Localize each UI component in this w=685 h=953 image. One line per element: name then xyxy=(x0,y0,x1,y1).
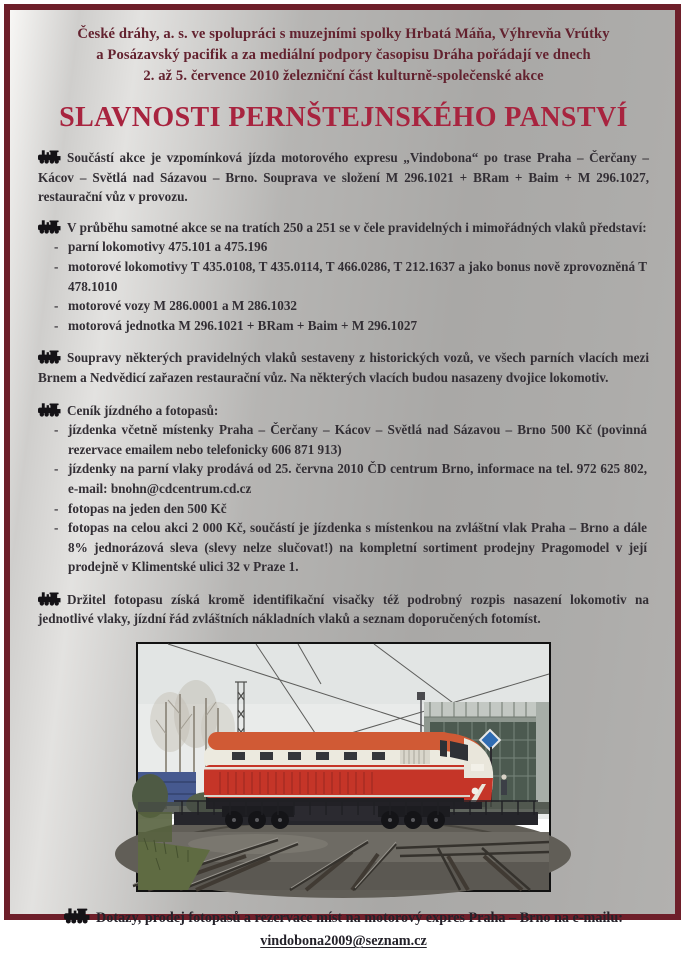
header-line-2: a Posázavský pacifik a za mediální podpory časopisu Dráha pořádají ve dnech xyxy=(96,47,591,63)
list-item xyxy=(38,499,649,519)
steam-locomotive-icon xyxy=(38,220,61,234)
paragraph-text: Soupravy některých pravidelných vlaků sestaveny z historických vozů, ve všech parních vlacích mezi Brnem a Nedvědicí zařazen restaurační vůz. Na některých vlacích budou nasazeny dvojice lokomotiv. xyxy=(38,350,649,385)
red-diesel-locomotive-photo xyxy=(136,642,551,892)
footer-contact xyxy=(38,907,649,953)
paragraph-text: V průběhu samotné akce se na tratích 250 a 251 se v čele pravidelných i mimořádných vlaků představí: xyxy=(67,219,647,235)
locomotive-photo xyxy=(136,642,551,892)
list-item xyxy=(38,316,649,336)
paragraph-cenik xyxy=(38,401,649,421)
list-item xyxy=(38,420,649,459)
dash-bullet: - xyxy=(54,258,59,274)
list-item xyxy=(38,237,649,257)
locomotive xyxy=(204,732,493,829)
list-item-text: jízdenka včetně místenky Praha – Čerčany – Kácov – Světlá nad Sázavou – Brno 500 Kč (povinná rezervace emailem nebo telefonicky 606 871 913) xyxy=(68,422,647,457)
dash-bullet: - xyxy=(54,317,59,333)
list-item-text: jízdenky na parní vlaky prodává od 25. června 2010 ČD centrum Brno, informace na tel. 972 625 802, e-mail: bnohn@cdcentrum.cd.cz xyxy=(68,461,647,496)
paragraph-fotopas xyxy=(38,590,649,629)
paragraph-text: Držitel fotopasu získá kromě identifikační visačky též podrobný rozpis nasazení lokomotiv na jednotlivé vlaky, jízdní řád zvláštních nákladních vlaků a seznam doporučených fotomíst. xyxy=(38,591,649,627)
list-item-text: fotopas na celou akci 2 000 Kč, součástí je jízdenka s místenkou na zvláštní vlak Praha – Brno a dále 8% jednorázová sleva (slevy nelze slučovat!) na kompletní sortiment prodejny Pragomodel v její prodejně v Klimentské ulici 32 v Praze 1. xyxy=(68,520,647,575)
paragraph-program xyxy=(38,218,649,238)
steam-locomotive-icon xyxy=(64,908,90,924)
contact-email-link[interactable]: vindobona2009@seznam.cz xyxy=(260,933,427,950)
locomotive-list xyxy=(38,237,649,335)
dash-bullet: - xyxy=(54,520,59,536)
steam-locomotive-icon xyxy=(38,150,61,164)
list-item xyxy=(38,296,649,316)
paragraph-vindobona xyxy=(38,148,649,207)
dash-bullet: - xyxy=(54,298,59,314)
list-item xyxy=(38,518,649,577)
dash-bullet: - xyxy=(54,422,59,438)
paragraph-text: Ceník jízdného a fotopasů: xyxy=(67,402,219,418)
list-item-text: motorové vozy M 286.0001 a M 286.1032 xyxy=(68,298,298,314)
list-item xyxy=(38,459,649,498)
flyer-frame xyxy=(4,4,681,950)
header-line-1: České dráhy, a. s. ve spolupráci s muzejními spolky Hrbatá Máňa, Výhrevňa Vrútky xyxy=(77,26,610,42)
list-item-text: fotopas na jeden den 500 Kč xyxy=(68,500,227,516)
steam-locomotive-icon xyxy=(38,592,61,606)
header-line-3: 2. až 5. července 2010 železniční část kulturně-společenské akce xyxy=(143,68,544,84)
list-item-text: motorová jednotka M 296.1021 + BRam + Baim + M 296.1027 xyxy=(68,317,418,333)
footer-text: Dotazy, prodej fotopasů a rezervace míst na motorový expres Praha – Brno na e-mailu: xyxy=(96,910,623,927)
paragraph-soupravy xyxy=(38,348,649,387)
list-item xyxy=(38,257,649,296)
dash-bullet: - xyxy=(54,461,59,477)
steam-locomotive-icon xyxy=(38,350,61,364)
dash-bullet: - xyxy=(54,239,59,255)
dash-bullet: - xyxy=(54,500,59,516)
paragraph-text: Součástí akce je vzpomínková jízda motorového expresu „Vindobona“ po trase Praha – Čerčany – Kácov – Světlá nad Sázavou – Brno. Souprava ve složení M 296.1021 + BRam + Baim + M 296.1027, restaurační vůz v provozu. xyxy=(38,150,649,205)
list-item-text: motorové lokomotivy T 435.0108, T 435.0114, T 466.0286, T 212.1637 a jako bonus nově zprovozněná T 478.1010 xyxy=(68,258,647,294)
price-list xyxy=(38,420,649,577)
page-title: SLAVNOSTI PERNŠTEJNSKÉHO PANSTVÍ xyxy=(59,102,628,133)
list-item-text: parní lokomotivy 475.101 a 475.196 xyxy=(68,239,268,255)
steam-locomotive-icon xyxy=(38,403,61,417)
header-paragraph xyxy=(38,24,649,87)
